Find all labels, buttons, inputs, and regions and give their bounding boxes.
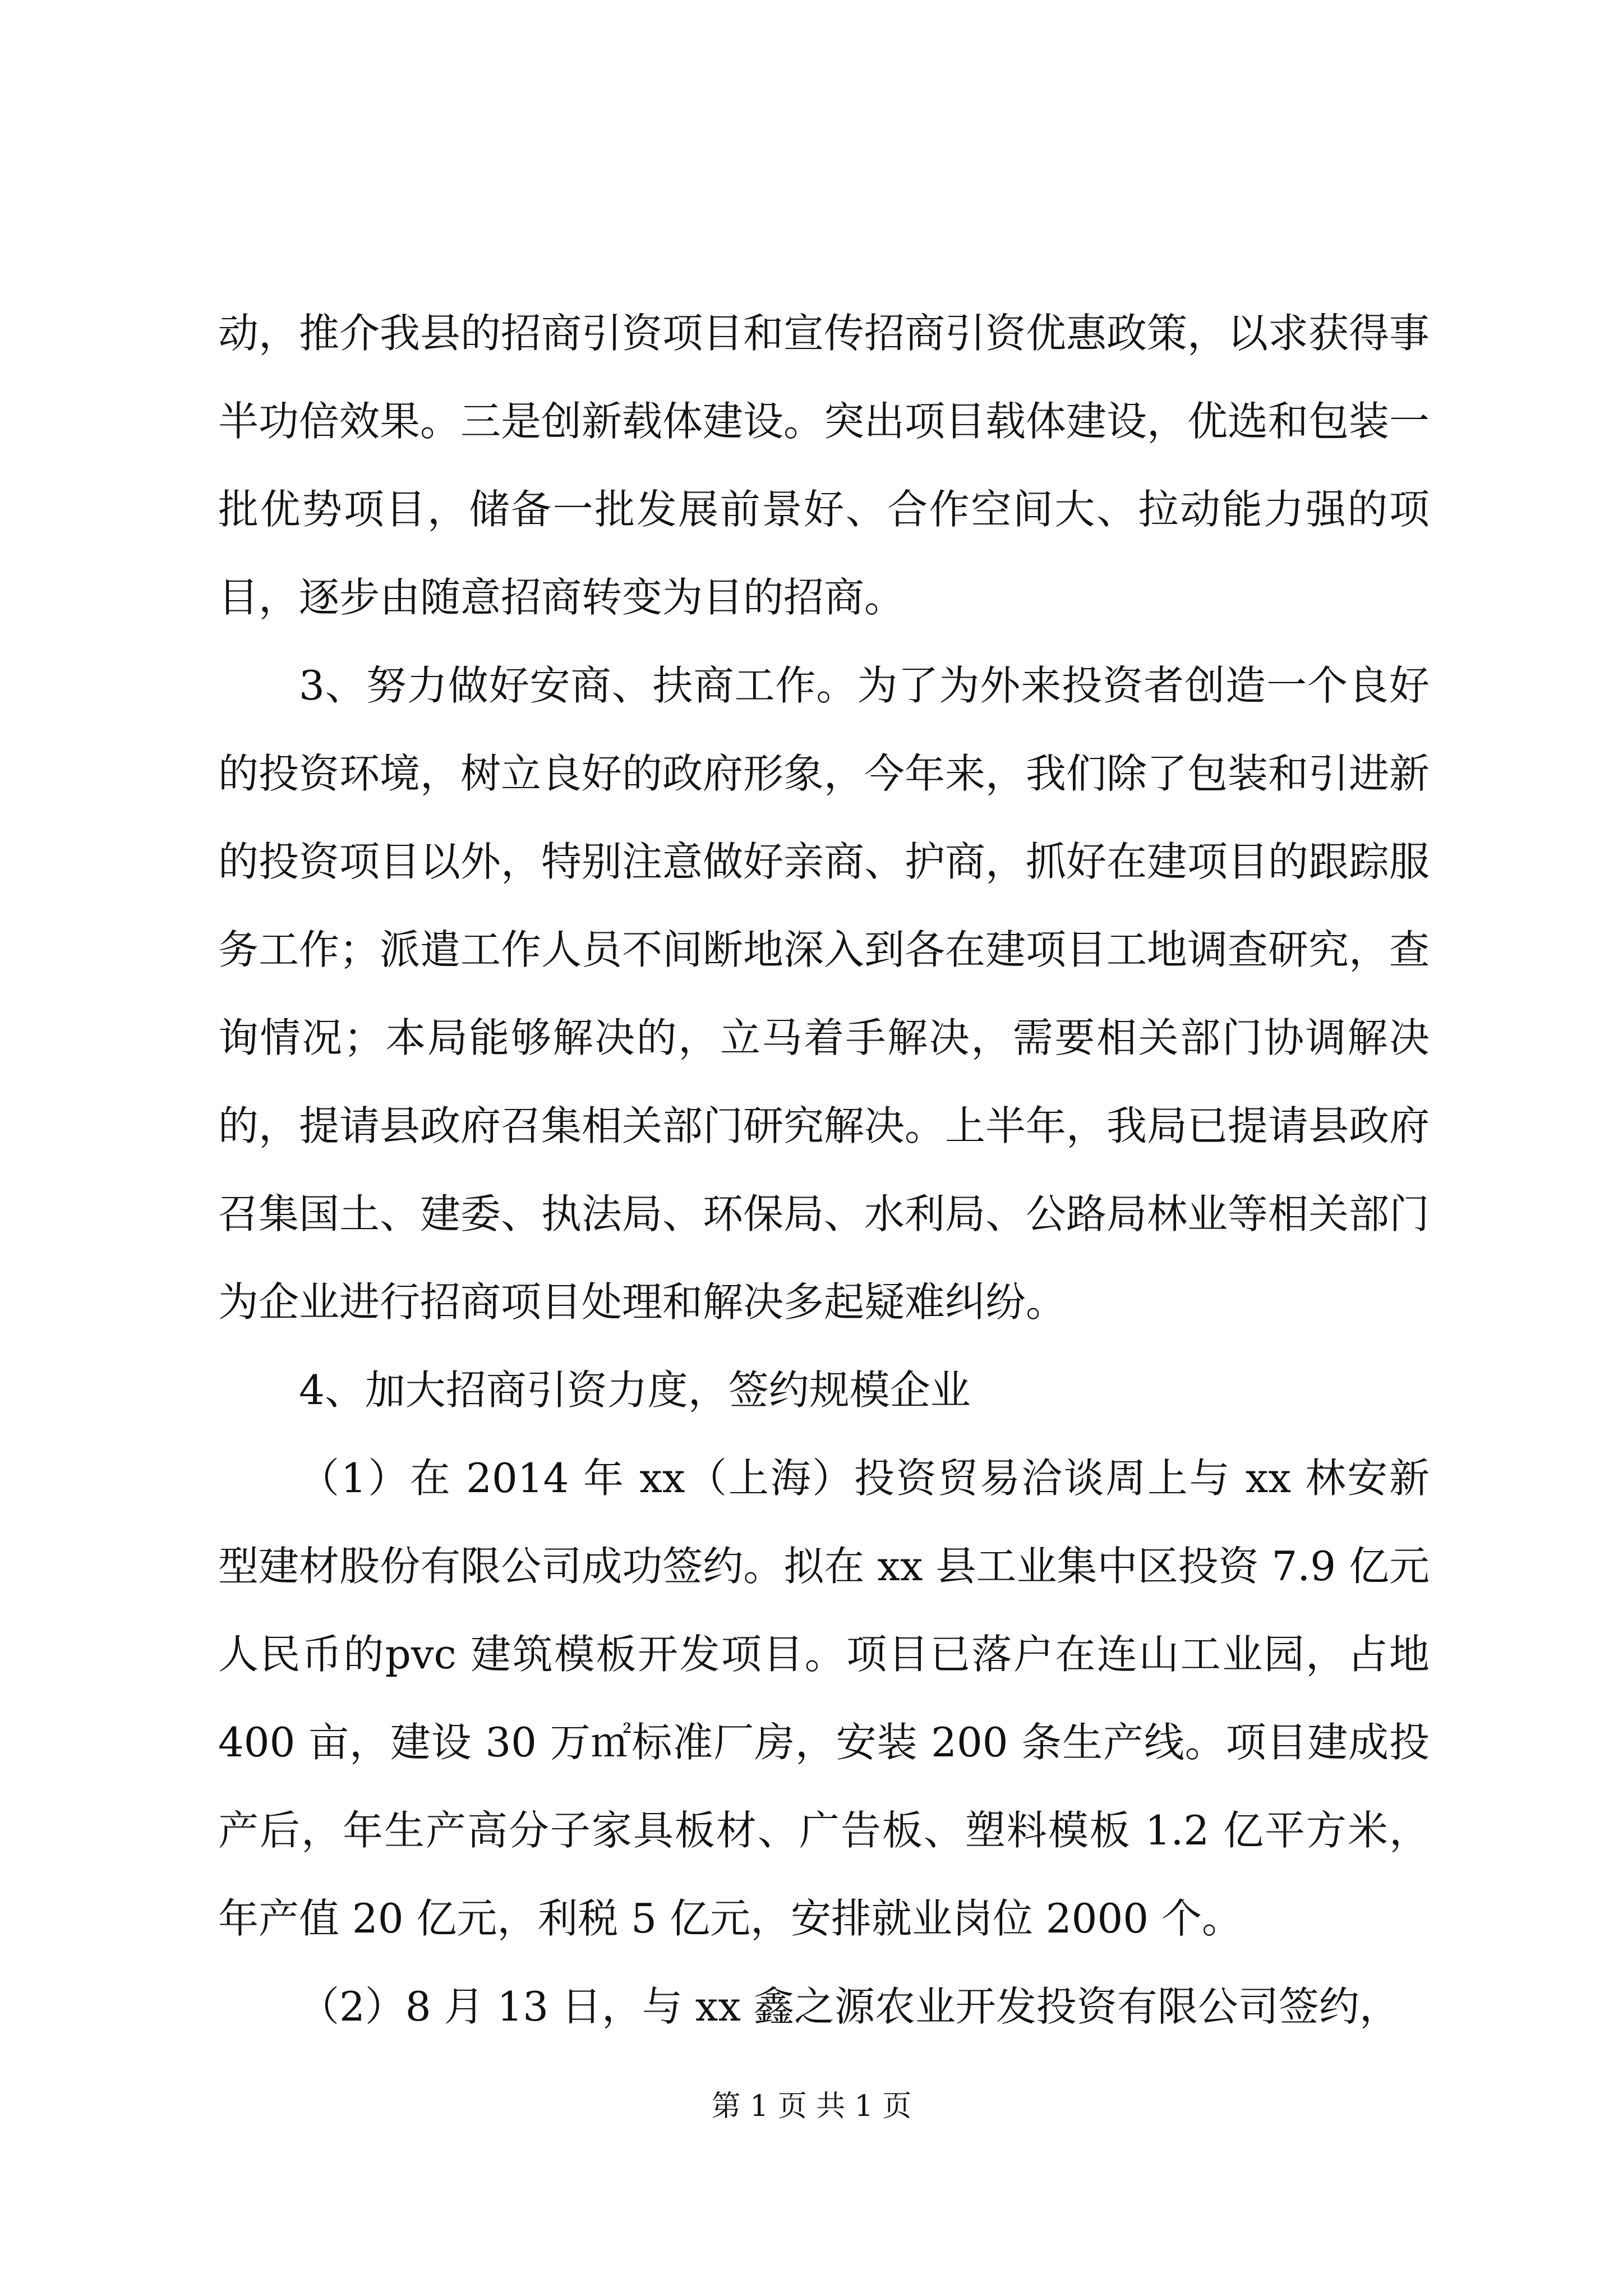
page-number-footer: 第 1 页 共 1 页 bbox=[711, 2090, 912, 2123]
paragraph-item-3: 3、努力做好安商、扶商工作。为了为外来投资者创造一个良好的投资环境，树立良好的政府形象，今年来，我们除了包装和引进新的投资项目以外，特别注意做好亲商、护商，抓好在建项目的跟踪服务工作；派遣工作人员不间断地深入到各在建项目工地调查研究，查询情况；本局能够解决的，立马着手解决，需要相关部门协调解决的，提请县政府召集相关部门研究解决。上半年，我局已提请县政府召集国土、建委、执法局、环保局、水利局、公路局林业等相关部门为企业进行招商项目处理和解决多起疑难纠纷。 bbox=[218, 662, 1430, 1326]
paragraph-subitem-1: （1）在 2014 年 xx（上海）投资贸易洽谈周上与 xx 林安新型建材股份有限公司成功签约。拟在 xx 县工业集中区投资 7.9 亿元人民币的pvc 建筑模板开发项目。项目已落户在连山工业园，占地 400 亩，建设 30 万㎡标准厂房，安装 200 条生产线。项目建成投产后，年生产高分子家具板材、广告板、塑料模板 1.2 亿平方米，年产值 20 亿元，利税 5 亿元，安排就业岗位 2000 个。 bbox=[218, 1455, 1430, 1942]
paragraph-subitem-2: （2）8 月 13 日，与 xx 鑫之源农业开发投资有限公司签约， bbox=[299, 1983, 1400, 2030]
paragraph-continuation: 动，推介我县的招商引资项目和宣传招商引资优惠政策，以求获得事半功倍效果。三是创新载体建设。突出项目载体建设，优选和包装一批优势项目，储备一批发展前景好、合作空间大、拉动能力强的项目，逐步由随意招商转变为目的招商。 bbox=[218, 310, 1430, 621]
paragraph-item-4-heading: 4、加大招商引资力度，签约规模企业 bbox=[299, 1366, 971, 1414]
document-body bbox=[218, 289, 1430, 2051]
